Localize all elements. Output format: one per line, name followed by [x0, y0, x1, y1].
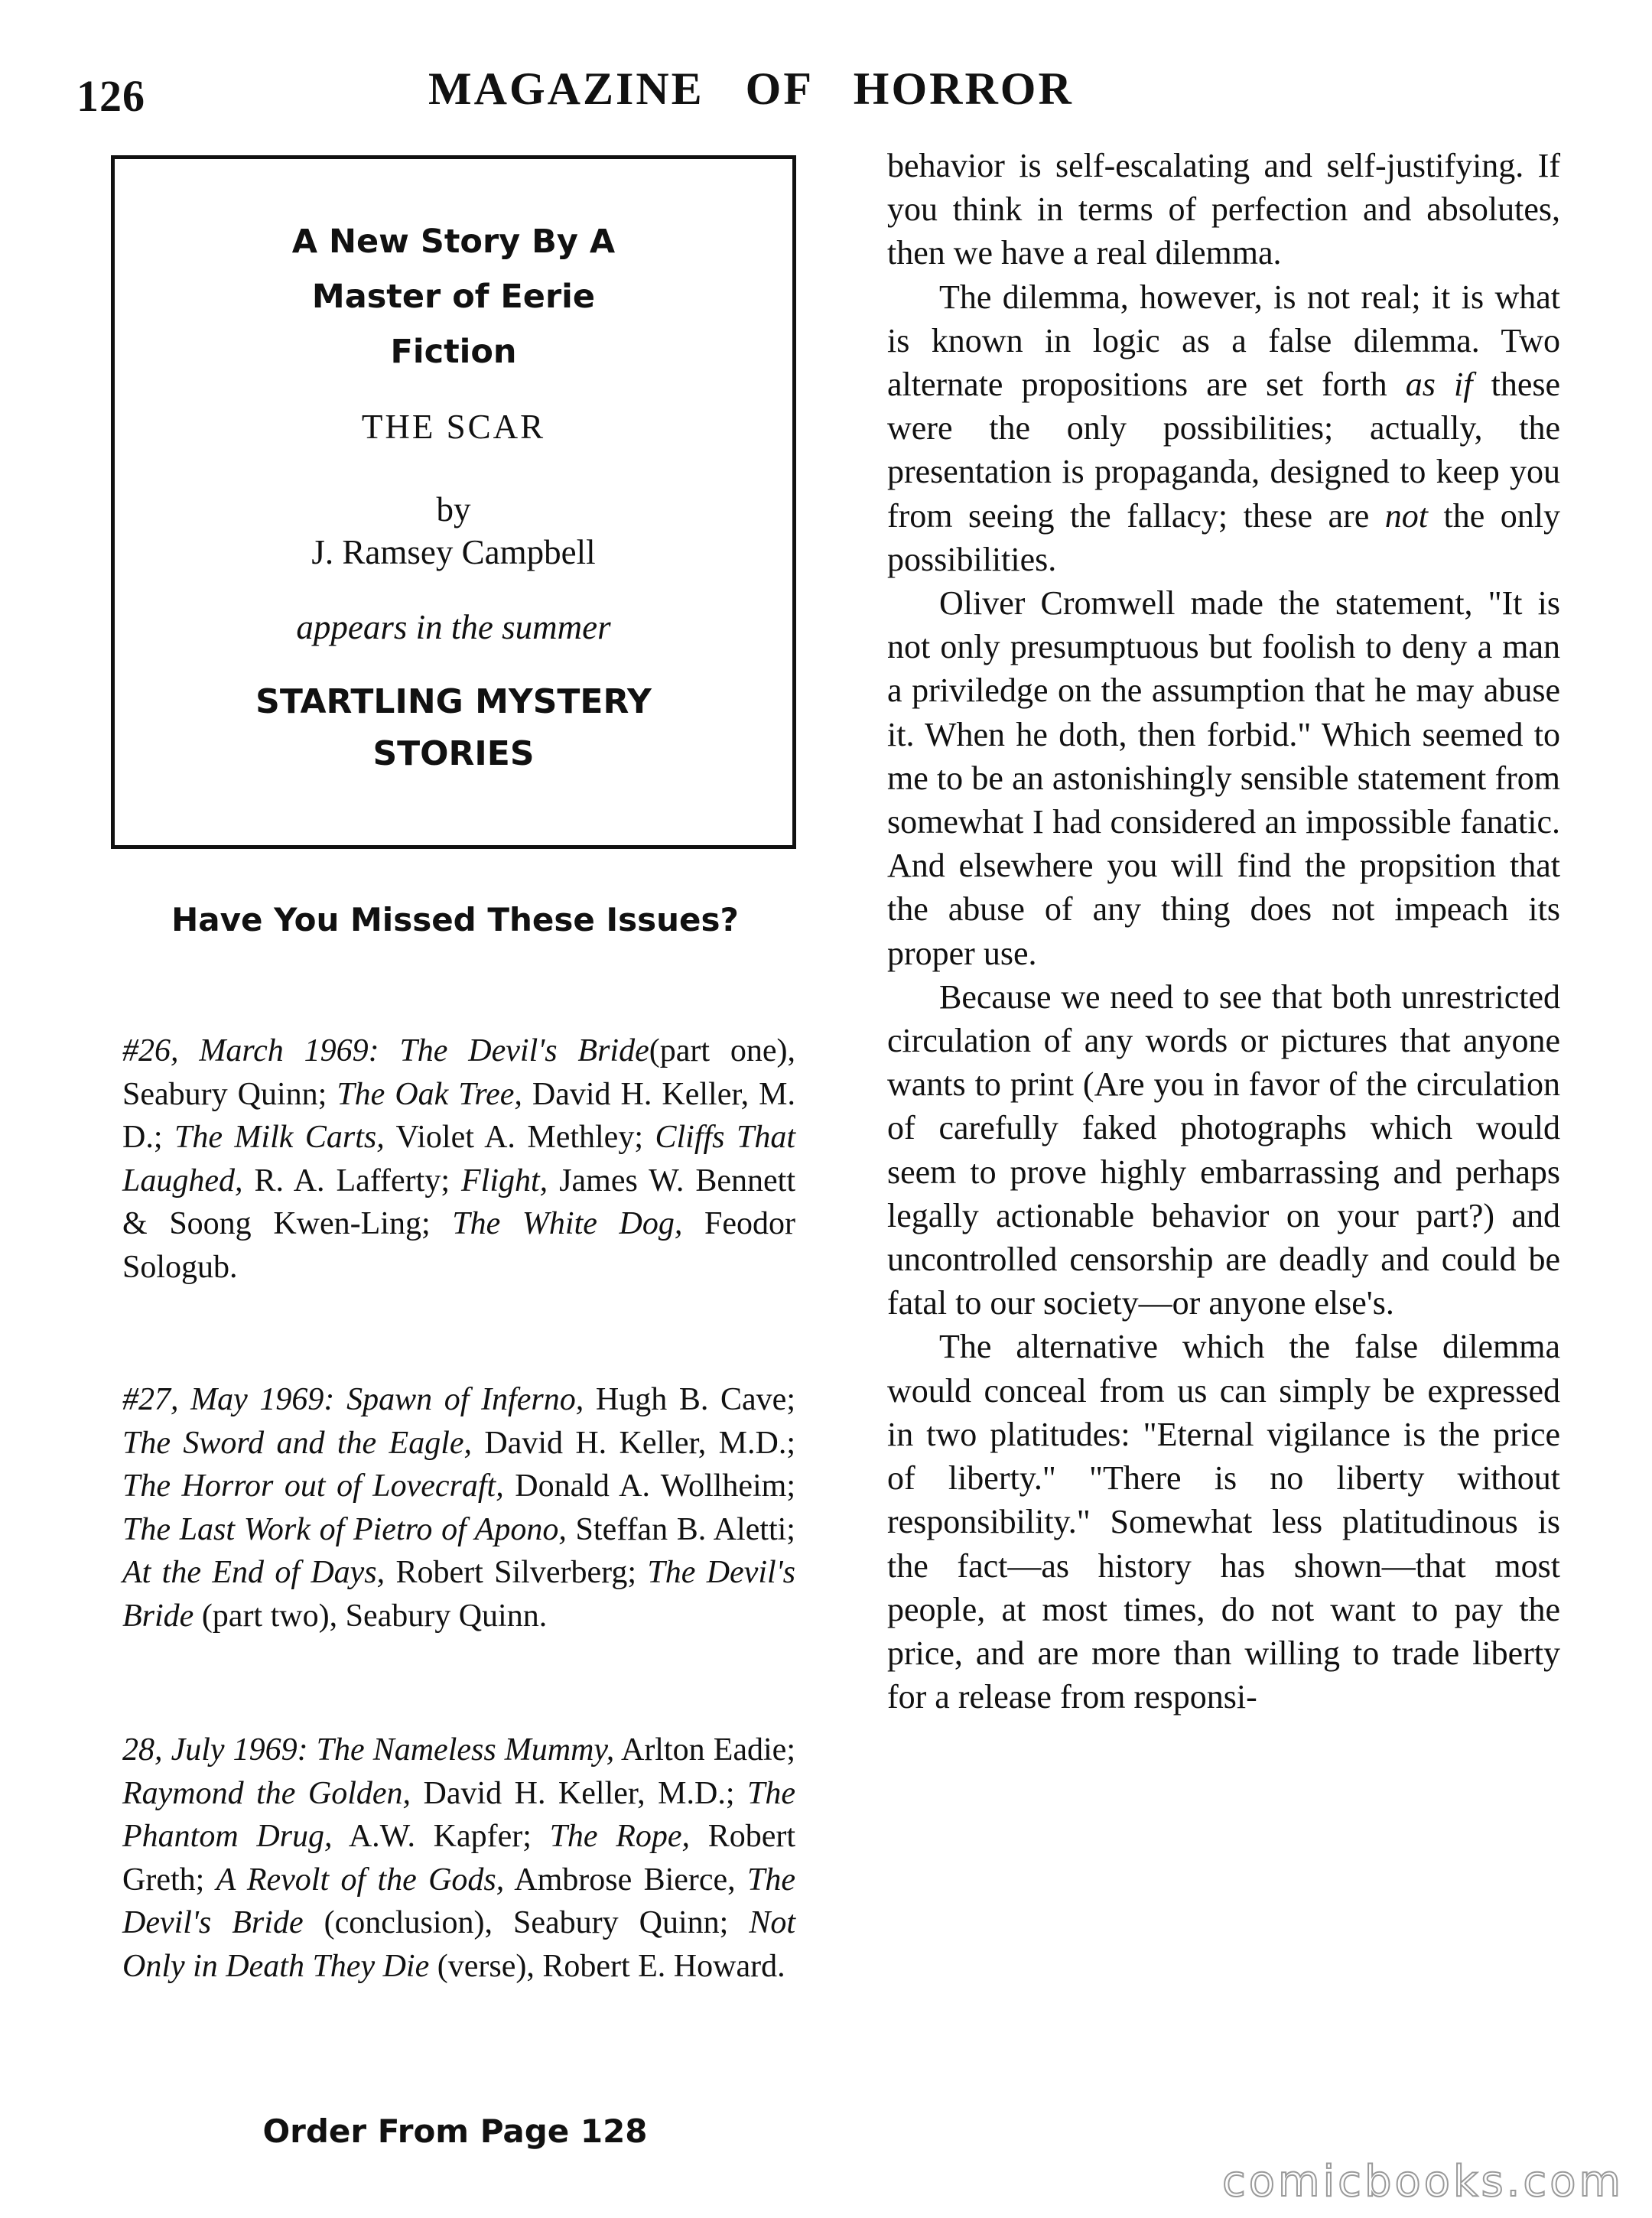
text-run: (conclusion), Seabury Quinn; — [303, 1905, 750, 1940]
italic-text-run: The Milk Carts, — [174, 1120, 385, 1155]
italic-text-run: #27, May 1969: Spawn of Inferno, — [122, 1382, 584, 1417]
text-run: The dilemma, however, is not real; it is what is known in logic as a false dilemma. Two alternate propositions are set forth — [887, 278, 1560, 404]
italic-text-run: The Devil's Bride — [399, 1033, 649, 1068]
text-run: Violet A. Methley; — [384, 1120, 655, 1155]
text-run: behavior is self-escalating and self-justifying. If you think in terms of perfection and absolutes, then we have a real dilemma. — [887, 147, 1560, 272]
italic-text-run: Not Only in Death They Die — [122, 1905, 795, 1984]
italic-text-run: The Horror out of Lovecraft, — [122, 1468, 504, 1504]
italic-text-run: The Devil's Bride — [122, 1555, 795, 1634]
text-run: Hugh B. Cave; — [584, 1382, 795, 1417]
order-from-page-footer: Order From Page 128 — [262, 2112, 648, 2150]
editorial-text-column — [887, 144, 1560, 1719]
body-paragraph — [887, 144, 1560, 275]
back-issue-listing — [122, 1378, 795, 1637]
italic-text-run: At the End of Days, — [122, 1555, 385, 1590]
ad-headline-line: Master of Eerie — [311, 278, 596, 316]
italic-text-run: Cliffs That Laughed, — [122, 1120, 795, 1198]
text-run: Feodor Sologub. — [122, 1206, 795, 1285]
italic-text-run: The Last Work of Pietro of Apono, — [122, 1511, 567, 1547]
ad-headline — [115, 214, 792, 379]
text-run: Ambrose Bierce, — [504, 1862, 747, 1898]
ad-appears-in: appears in the summer — [296, 608, 611, 646]
ad-headline-line: Fiction — [390, 333, 517, 371]
ad-magazine-name — [115, 676, 792, 780]
text-run: The alternative which the false dilemma would conceal from us can simply be expressed in two platitudes: "Eternal vigilance is the price of liberty." "There is no liberty without responsibility." Somewhat less platitudinous is the fact—as history has shown—that most people, at most times, do not want to pay the price, and are more than willing to trade liberty for a release from responsi- — [887, 1328, 1560, 1716]
missed-issues-heading: Have You Missed These Issues? — [171, 901, 739, 938]
text-run: David H. Keller, M. D.; — [122, 1076, 795, 1155]
text-run: Arlton Eadie; — [614, 1732, 795, 1768]
ad-magazine-line: STORIES — [372, 734, 535, 773]
italic-text-run: The Phantom Drug, — [122, 1775, 795, 1854]
text-run: David H. Keller, M.D.; — [472, 1425, 795, 1461]
italic-text-run: Raymond the Golden, — [122, 1775, 411, 1811]
italic-text-run: The Devil's Bride — [122, 1862, 795, 1940]
text-run: the only possibilities. — [887, 496, 1560, 578]
italic-text-run: The Oak Tree, — [337, 1076, 522, 1112]
ad-by-label: by — [436, 490, 471, 528]
italic-text-run: 28, July 1969: The Nameless Mummy, — [122, 1732, 615, 1768]
story-advertisement-box — [111, 155, 796, 849]
text-run: James W. Bennett & Soong Kwen-Ling; — [122, 1163, 795, 1241]
text-run: Robert Greth; — [122, 1819, 796, 1898]
ad-byline — [115, 488, 792, 574]
text-run: Donald A. Wollheim; — [503, 1468, 795, 1504]
text-run: Oliver Cromwell made the statement, "It is not only presumptuous but foolish to deny a man a priviledge on the assumption that he may abuse it. When he doth, then forbid." Which seemed to me to be an astonishingly sensible statement from somewhat I had considered an impossible fanatic. And elsewhere you will find the propsition that the abuse of any thing does not impeach its proper use. — [887, 584, 1560, 972]
text-run: (verse), Robert E. Howard. — [429, 1948, 785, 1984]
watermark: comicbooks.com — [1222, 2157, 1624, 2207]
text-run: Because we need to see that both unrestricted circulation of any words or pictures that anyone wants to print (Are you in favor of the circulation of carefully faked photographs which would seem to prove highly embarrassing and perhaps legally actionable behavior on your part?) and uncontrolled censorship are deadly and could be fatal to our society—or anyone else's. — [887, 977, 1560, 1322]
body-paragraph — [887, 275, 1560, 581]
back-issue-listing — [122, 1029, 795, 1289]
text-run: (part one), Seabury Quinn; — [122, 1033, 796, 1112]
italic-text-run: The Sword and the Eagle, — [122, 1425, 472, 1461]
italic-text-run: The Rope, — [549, 1819, 691, 1854]
running-title: MAGAZINE OF HORROR — [428, 63, 1074, 114]
text-run: Robert Silverberg; — [385, 1555, 648, 1590]
body-paragraph — [887, 1325, 1560, 1719]
ad-author: J. Ramsey Campbell — [311, 533, 596, 571]
text-run: A.W. Kapfer; — [332, 1819, 550, 1854]
ad-headline-line: A New Story By A — [291, 223, 616, 261]
italic-text-run: as if — [1405, 366, 1473, 404]
back-issue-listing — [122, 1729, 795, 1988]
page-number: 126 — [76, 71, 145, 121]
italic-text-run: A Revolt of the Gods, — [216, 1862, 505, 1898]
text-run: (part two), Seabury Quinn. — [193, 1598, 548, 1634]
body-paragraph — [887, 581, 1560, 975]
page-header — [0, 0, 1652, 153]
text-run: these were the only possibilities; actually, the presentation is propaganda, designed to keep you from seeing the fallacy; these are — [887, 366, 1560, 535]
italic-text-run: not — [1384, 496, 1428, 535]
italic-text-run: The White Dog, — [452, 1206, 683, 1241]
italic-text-run: Flight, — [461, 1163, 548, 1198]
text-run: Steffan B. Aletti; — [566, 1511, 795, 1547]
body-paragraph — [887, 975, 1560, 1325]
text-run: David H. Keller, M.D.; — [411, 1775, 747, 1811]
italic-text-run: #26, March 1969: — [122, 1033, 400, 1068]
ad-story-title: THE SCAR — [361, 408, 546, 446]
ad-magazine-line: STARTLING MYSTERY — [255, 682, 652, 721]
text-run: R. A. Lafferty; — [242, 1163, 462, 1198]
